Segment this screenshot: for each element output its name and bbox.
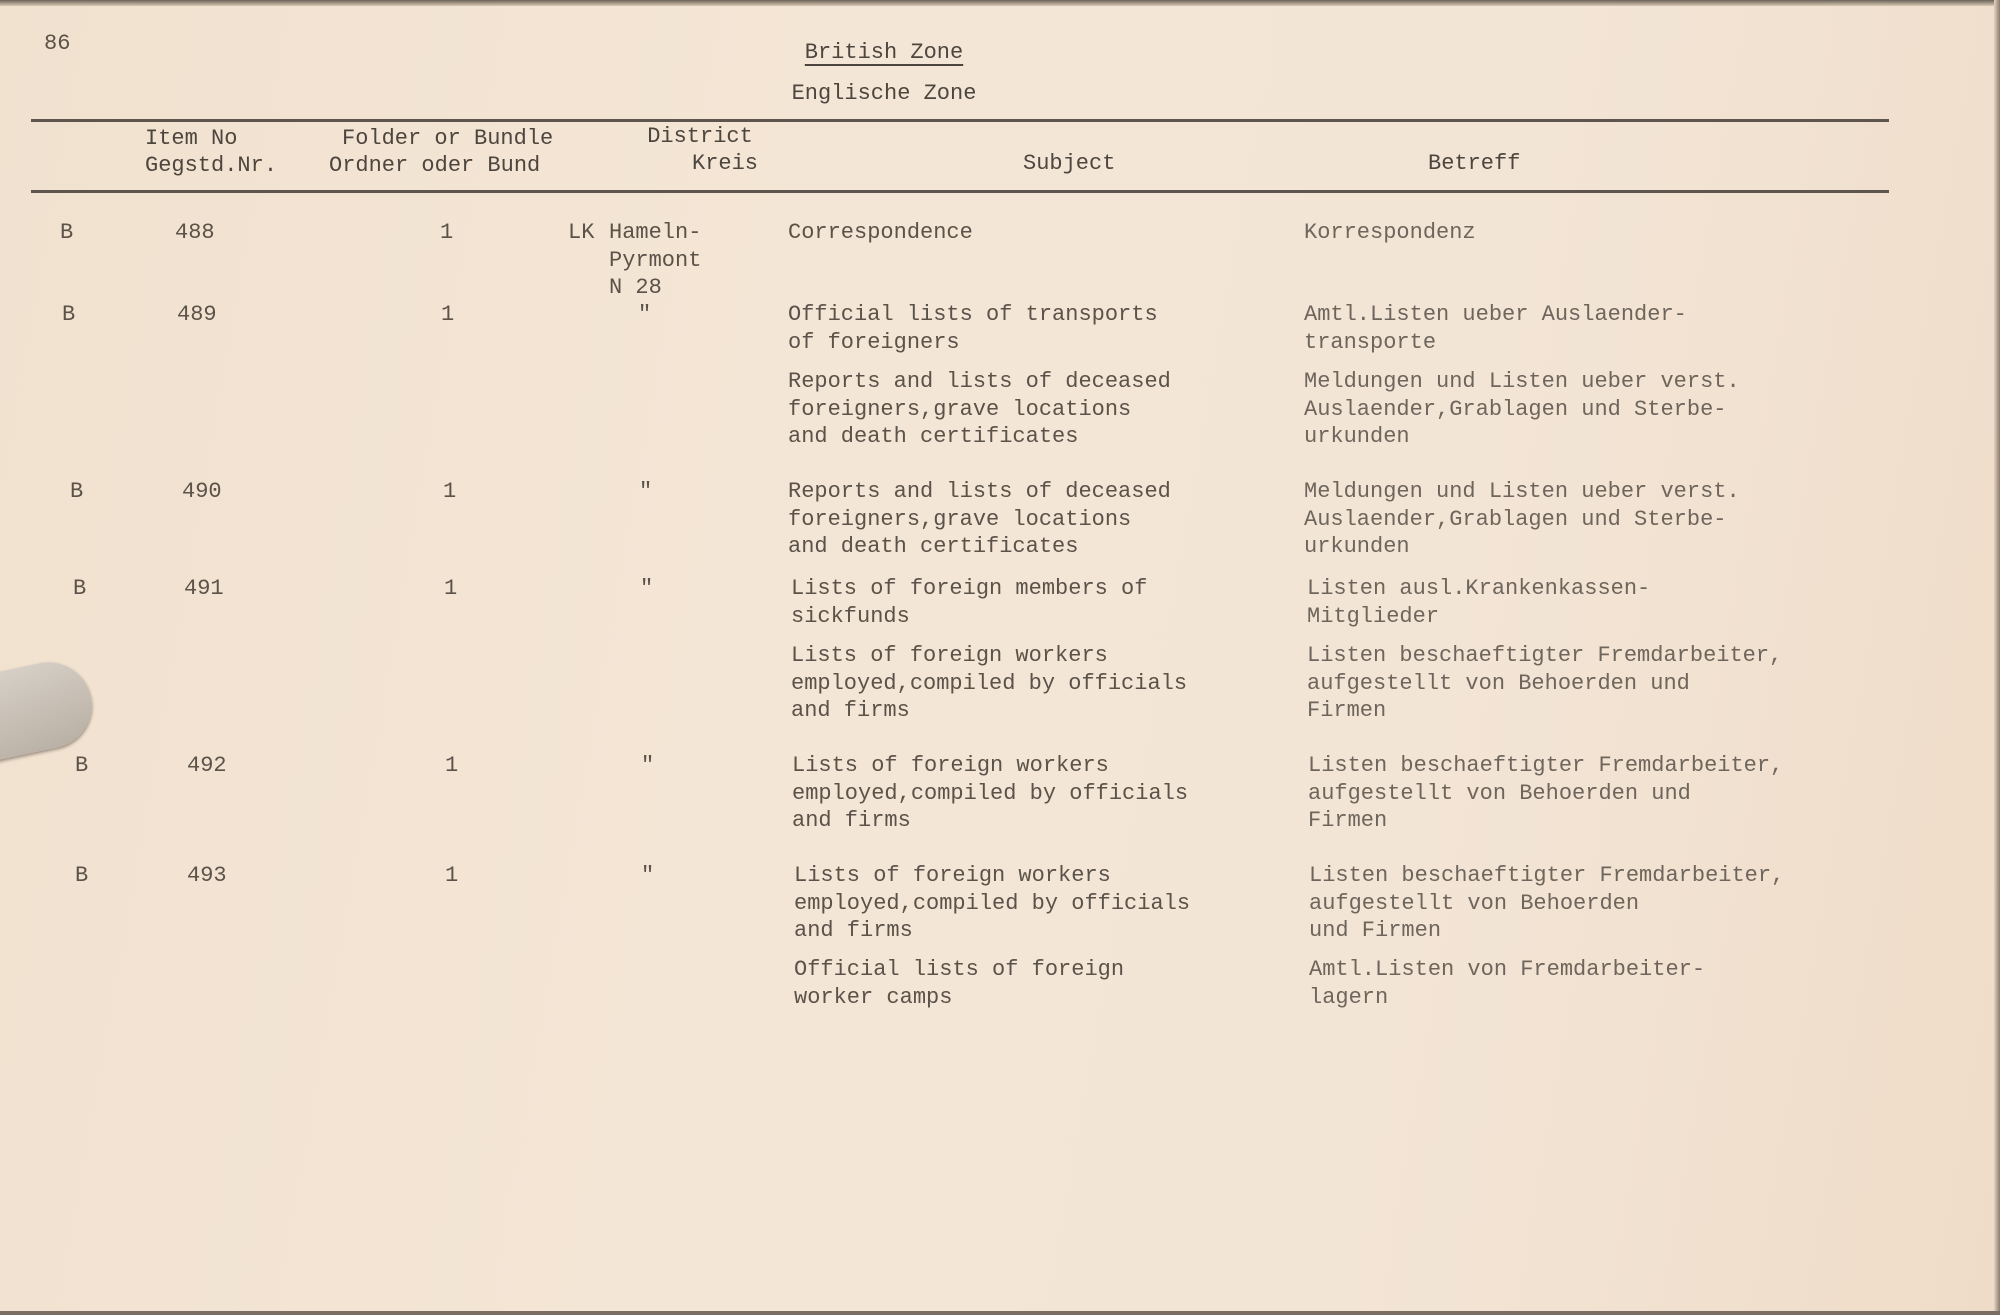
row-betreff: Amtl.Listen ueber Auslaender- transporte — [1304, 302, 1687, 355]
header-betreff: Betreff — [1428, 151, 1521, 176]
header-ordner: Ordner oder Bund — [329, 153, 541, 178]
row-subject: Lists of foreign workers employed,compiled by officials and firms — [792, 753, 1189, 833]
row-district-prefix: LK — [568, 220, 595, 245]
row-betreff: Listen beschaeftigter Fremdarbeiter, aufgestellt von Behoerden und Firmen — [1309, 863, 1785, 943]
row-district: " — [640, 576, 654, 601]
row-betreff: Listen ausl.Krankenkassen- Mitglieder — [1307, 576, 1651, 629]
page-subtitle: Englische Zone — [791, 81, 977, 106]
row-betreff: Meldungen und Listen ueber verst. Auslaender,Grablagen und Sterbe- urkunden — [1304, 479, 1740, 559]
row-betreff: Listen beschaeftigter Fremdarbeiter, aufgestellt von Behoerden und Firmen — [1308, 753, 1784, 833]
row-district: " — [638, 302, 652, 327]
header-kreis: Kreis — [691, 151, 759, 176]
header-top-rule — [31, 119, 1889, 122]
row-district: " — [641, 753, 655, 778]
header-subject: Subject — [1023, 151, 1116, 176]
row-betreff: Korrespondenz — [1304, 220, 1476, 245]
row-prefix: B — [62, 302, 76, 327]
header-district: District — [647, 124, 753, 149]
row-item-no: 492 — [187, 753, 227, 778]
header-bottom-rule — [31, 190, 1889, 193]
page-title: British Zone — [804, 40, 964, 65]
header-folder: Folder or Bundle — [342, 126, 554, 151]
row-subject: Lists of foreign workers employed,compiled by officials and firms — [791, 643, 1188, 723]
row-betreff: Amtl.Listen von Fremdarbeiter- lagern — [1309, 957, 1706, 1010]
row-prefix: B — [75, 863, 89, 888]
row-folder: 1 — [445, 863, 459, 888]
page-bottom-edge — [0, 1311, 2000, 1315]
row-subject: Reports and lists of deceased foreigners,grave locations and death certificates — [788, 479, 1171, 559]
row-subject: Correspondence — [788, 220, 973, 245]
row-prefix: B — [70, 479, 84, 504]
row-subject: Lists of foreign members of sickfunds — [791, 576, 1148, 629]
row-betreff: Listen beschaeftigter Fremdarbeiter, aufgestellt von Behoerden und Firmen — [1307, 643, 1783, 723]
row-item-no: 489 — [177, 302, 217, 327]
page-top-edge — [0, 0, 2000, 6]
row-item-no: 491 — [184, 576, 224, 601]
row-folder: 1 — [445, 753, 459, 778]
header-gegstd-nr: Gegstd.Nr. — [145, 153, 278, 178]
row-subject: Lists of foreign workers employed,compiled by officials and firms — [794, 863, 1191, 943]
header-item-no: Item No — [145, 126, 238, 151]
row-subject: Official lists of transports of foreigners — [788, 302, 1158, 355]
page-number: 86 — [44, 31, 71, 56]
row-folder: 1 — [444, 576, 458, 601]
row-district: Hameln- Pyrmont N 28 — [609, 220, 702, 300]
row-item-no: 493 — [187, 863, 227, 888]
row-folder: 1 — [443, 479, 457, 504]
row-prefix: B — [60, 220, 74, 245]
row-item-no: 490 — [182, 479, 222, 504]
thumb-shadow — [0, 654, 100, 763]
row-district: " — [639, 479, 653, 504]
page-right-edge — [1994, 0, 2000, 1315]
row-subject: Official lists of foreign worker camps — [794, 957, 1125, 1010]
row-district: " — [641, 863, 655, 888]
row-prefix: B — [73, 576, 87, 601]
row-folder: 1 — [441, 302, 455, 327]
row-betreff: Meldungen und Listen ueber verst. Auslaender,Grablagen und Sterbe- urkunden — [1304, 369, 1740, 449]
row-prefix: B — [75, 753, 89, 778]
row-subject: Reports and lists of deceased foreigners,grave locations and death certificates — [788, 369, 1171, 449]
row-folder: 1 — [440, 220, 454, 245]
row-item-no: 488 — [175, 220, 215, 245]
